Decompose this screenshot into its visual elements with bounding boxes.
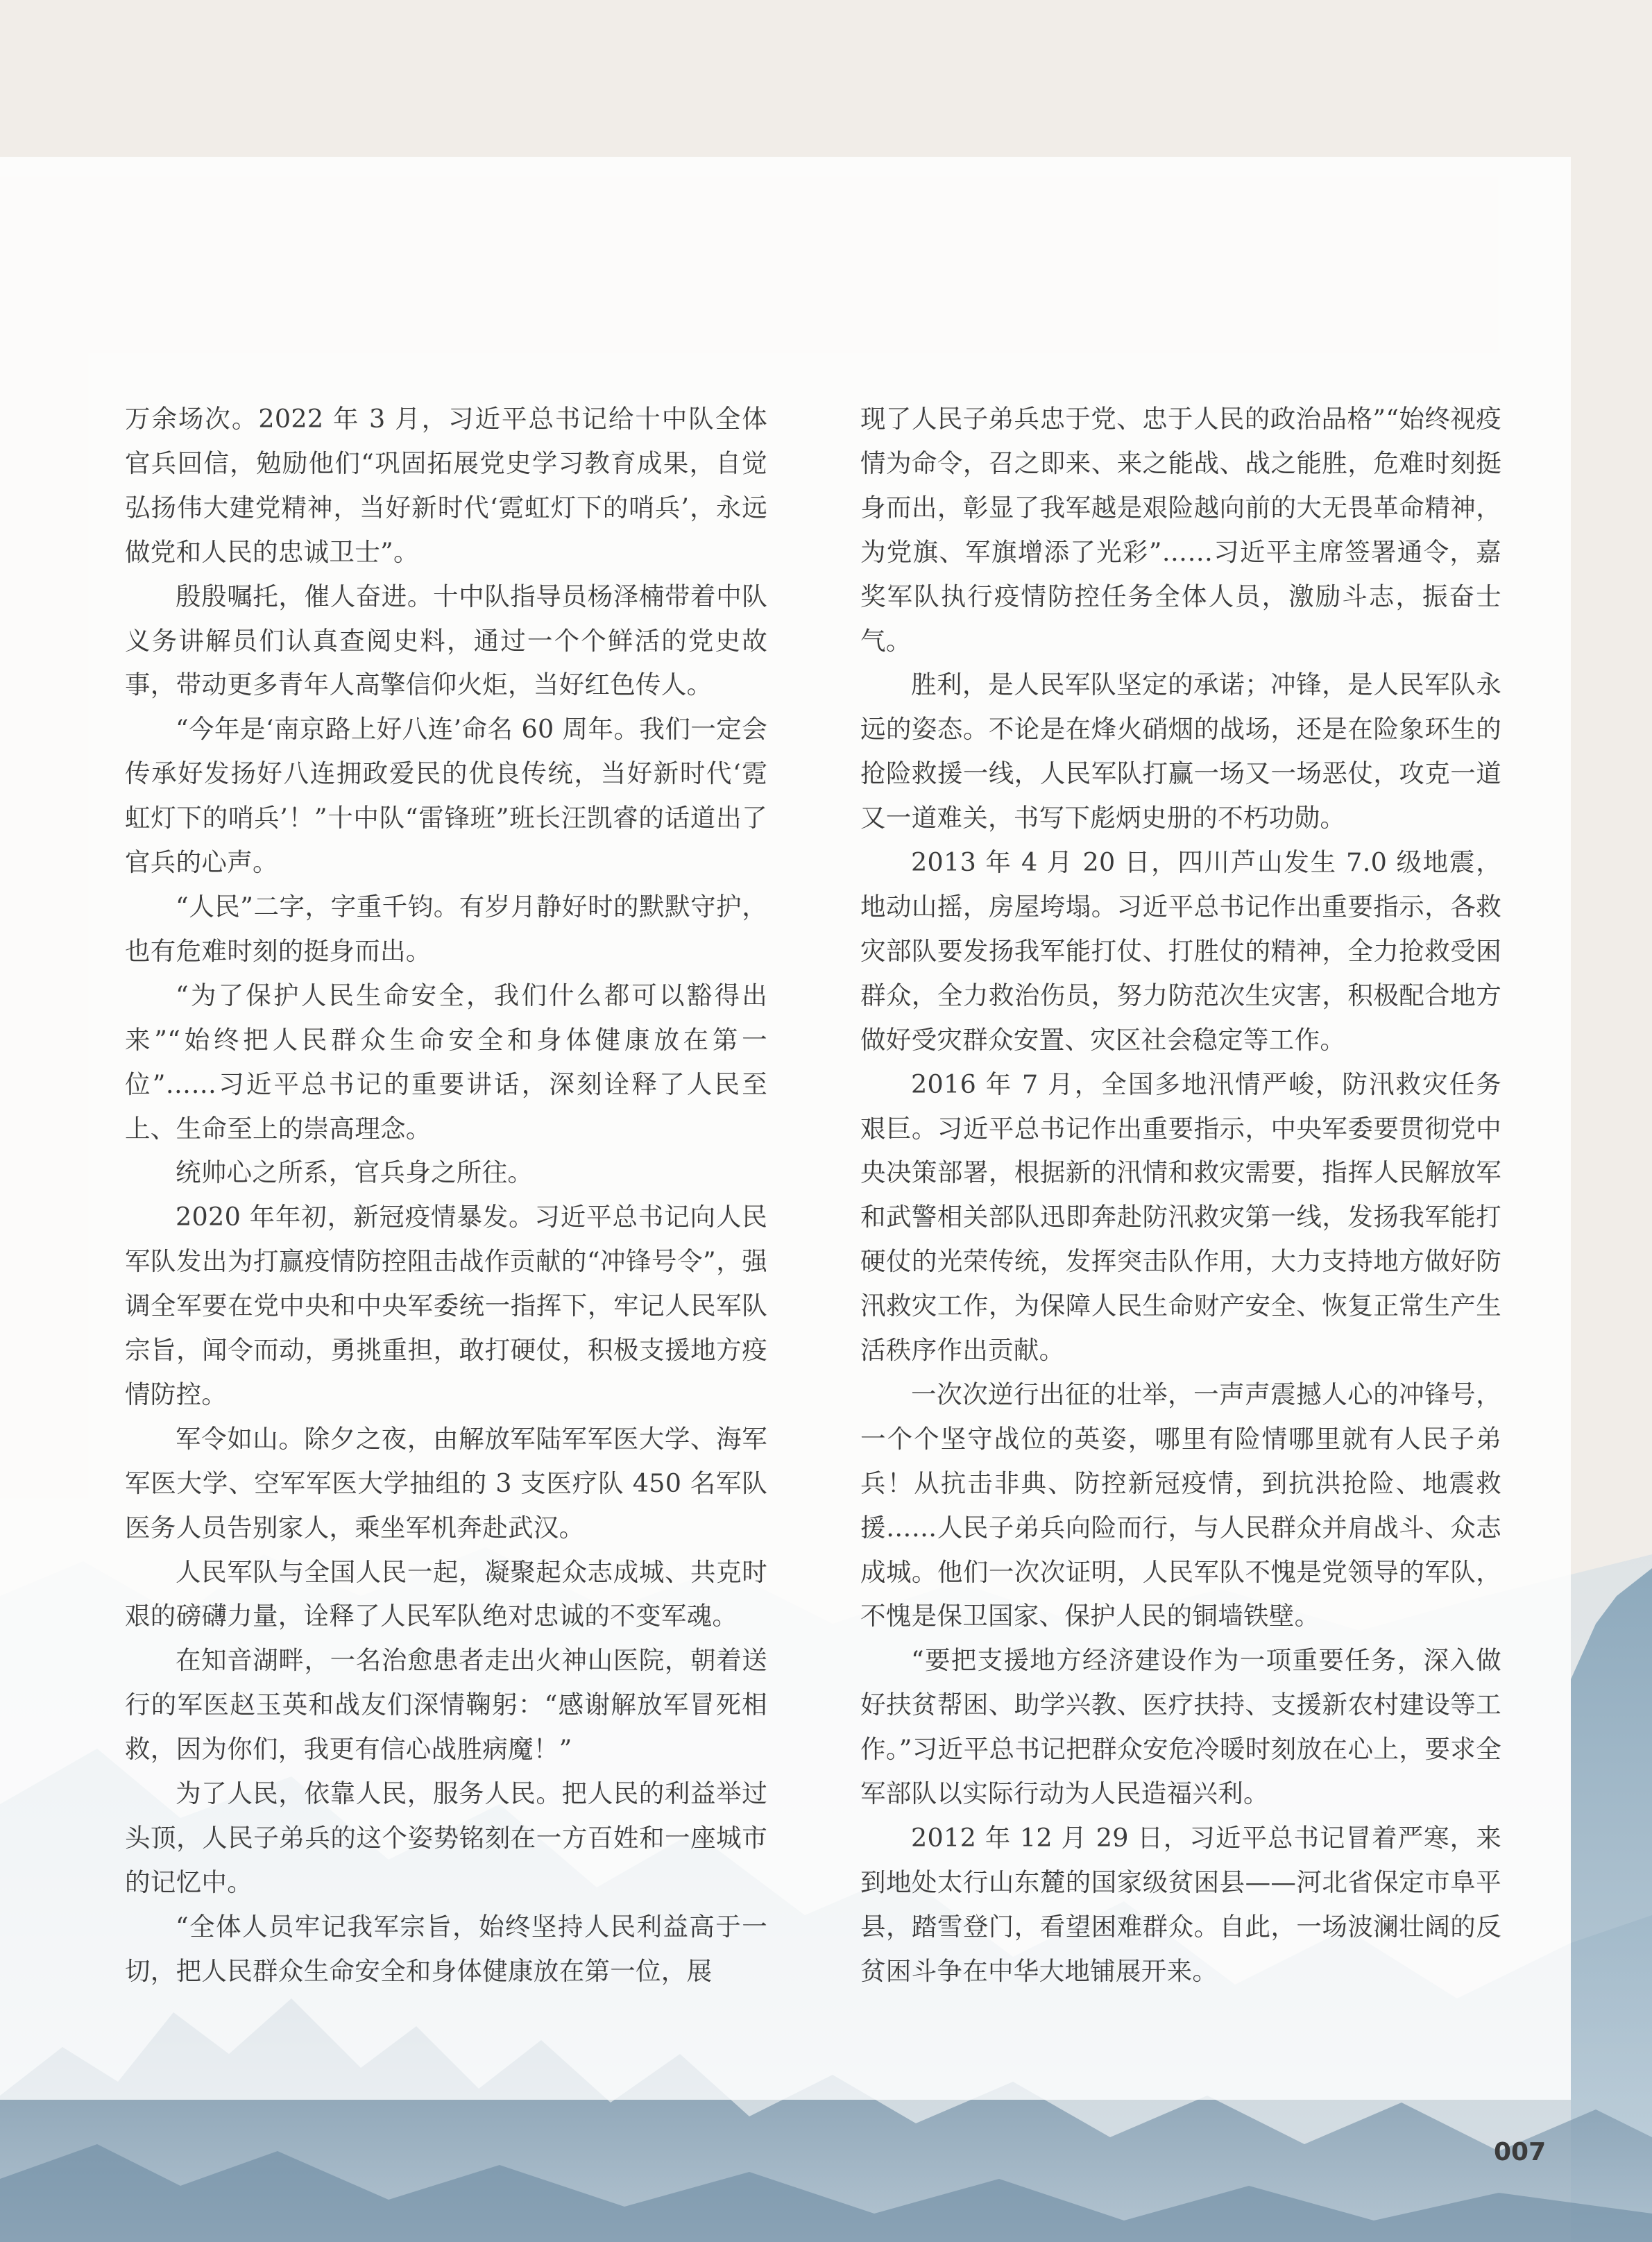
paragraph: 一次次逆行出征的壮举，一声声震撼人心的冲锋号，一个个坚守战位的英姿，哪里有险情哪里就有人民子弟兵！从抗击非典、防控新冠疫情，到抗洪抢险、地震救援……人民子弟兵向险而行，与人民群众并肩战斗、众志成城。他们一次次证明，人民军队不愧是党领导的军队，不愧是保卫国家、保护人民的铜墙铁壁。 [860, 1379, 1501, 1631]
paragraph: 殷殷嘱托，催人奋进。十中队指导员杨泽楠带着中队义务讲解员们认真查阅史料，通过一个个鲜活的党史故事，带动更多青年人高擎信仰火炬，当好红色传人。 [125, 581, 767, 700]
paragraph: 军令如山。除夕之夜，由解放军陆军军医大学、海军军医大学、空军军医大学抽组的 3 支医疗队 450 名军队医务人员告别家人，乘坐军机奔赴武汉。 [125, 1423, 767, 1543]
paragraph: 2020 年年初，新冠疫情暴发。习近平总书记向人民军队发出为打赢疫情防控阻击战作贡献的“冲锋号令”，强调全军要在党中央和中央军委统一指挥下，牢记人民军队宗旨，闻令而动，勇挑重担，敢打硬仗，积极支援地方疫情防控。 [125, 1202, 767, 1409]
paragraph: 在知音湖畔，一名治愈患者走出火神山医院，朝着送行的军医赵玉英和战友们深情鞠躬：“感谢解放军冒死相救，因为你们，我更有信心战胜病魔！” [125, 1645, 767, 1765]
paragraph: “全体人员牢记我军宗旨，始终坚持人民利益高于一切，把人民群众生命安全和身体健康放在第一位，展 [125, 1911, 767, 1986]
paragraph: “今年是‘南京路上好八连’命名 60 周年。我们一定会传承好发扬好八连拥政爱民的优良传统，当好新时代‘霓虹灯下的哨兵’！”十中队“雷锋班”班长汪凯睿的话道出了官兵的心声。 [125, 714, 767, 878]
page-number: 007 [1494, 2138, 1547, 2166]
paragraph: “为了保护人民生命安全，我们什么都可以豁得出来”“始终把人民群众生命安全和身体健康放在第一位”……习近平总书记的重要讲话，深刻诠释了人民至上、生命至上的崇高理念。 [125, 980, 767, 1144]
paragraph: 为了人民，依靠人民，服务人民。把人民的利益举过头顶，人民子弟兵的这个姿势铭刻在一方百姓和一座城市的记忆中。 [125, 1778, 767, 1897]
paragraph: 2012 年 12 月 29 日，习近平总书记冒着严寒，来到地处太行山东麓的国家级贫困县——河北省保定市阜平县，踏雪登门，看望困难群众。自此，一场波澜壮阔的反贫困斗争在中华大地铺展开来。 [860, 1823, 1501, 1986]
right-column [860, 397, 1501, 1994]
paragraph: 2016 年 7 月，全国多地汛情严峻，防汛救灾任务艰巨。习近平总书记作出重要指示，中央军委要贯彻党中央决策部署，根据新的汛情和救灾需要，指挥人民解放军和武警相关部队迅即奔赴防汛救灾第一线，发扬我军能打硬仗的光荣传统，发挥突击队作用，大力支持地方做好防汛救灾工作，为保障人民生命财产安全、恢复正常生产生活秩序作出贡献。 [860, 1069, 1501, 1366]
paragraph: 现了人民子弟兵忠于党、忠于人民的政治品格”“始终视疫情为命令，召之即来、来之能战、战之能胜，危难时刻挺身而出，彰显了我军越是艰险越向前的大无畏革命精神，为党旗、军旗增添了光彩”……习近平主席签署通令，嘉奖军队执行疫情防控任务全体人员，激励斗志，振奋士气。 [860, 404, 1501, 656]
paragraph: “要把支援地方经济建设作为一项重要任务，深入做好扶贫帮困、助学兴教、医疗扶持、支援新农村建设等工作。”习近平总书记把群众安危冷暖时刻放在心上，要求全军部队以实际行动为人民造福兴利。 [860, 1645, 1501, 1809]
paragraph: “人民”二字，字重千钧。有岁月静好时的默默守护，也有危难时刻的挺身而出。 [125, 891, 767, 966]
paragraph: 万余场次。2022 年 3 月，习近平总书记给十中队全体官兵回信，勉励他们“巩固拓展党史学习教育成果，自觉弘扬伟大建党精神，当好新时代‘霓虹灯下的哨兵’，永远做党和人民的忠诚卫士”。 [125, 404, 767, 567]
paragraph: 人民军队与全国人民一起，凝聚起众志成城、共克时艰的磅礴力量，诠释了人民军队绝对忠诚的不变军魂。 [125, 1556, 767, 1631]
left-column [125, 397, 767, 1994]
paragraph: 2013 年 4 月 20 日，四川芦山发生 7.0 级地震，地动山摇，房屋垮塌。习近平总书记作出重要指示，各救灾部队要发扬我军能打仗、打胜仗的精神，全力抢救受困群众，全力救治伤员，努力防范次生灾害，积极配合地方做好受灾群众安置、灾区社会稳定等工作。 [860, 847, 1501, 1055]
paragraph: 统帅心之所系，官兵身之所往。 [176, 1157, 534, 1188]
paragraph: 胜利，是人民军队坚定的承诺；冲锋，是人民军队永远的姿态。不论是在烽火硝烟的战场，还是在险象环生的抢险救援一线，人民军队打赢一场又一场恶仗，攻克一道又一道难关，书写下彪炳史册的不朽功勋。 [860, 670, 1501, 833]
